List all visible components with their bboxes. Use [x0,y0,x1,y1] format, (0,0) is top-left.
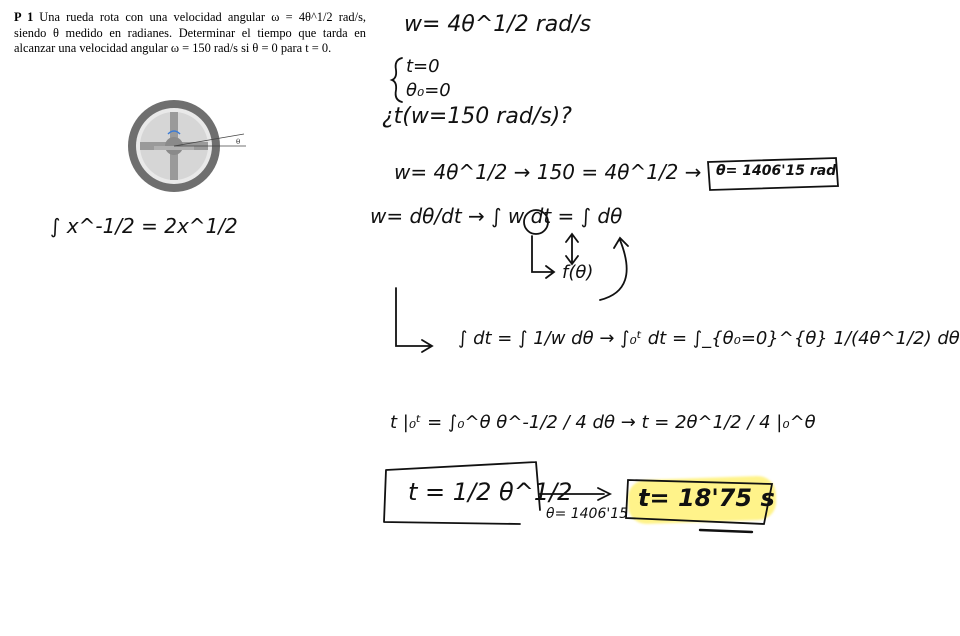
svg-text:θ: θ [236,138,241,146]
problem-number: P 1 [14,10,34,24]
note-definition: w= dθ/dt → ∫ w dt = ∫ dθ [370,204,623,228]
note-f-theta: f(θ) [562,262,594,283]
note-theta-result: θ= 1406'15 rad [716,163,837,179]
note-cond-theta: θ₀=0 [406,80,451,101]
note-given: w= 4θ^1/2 rad/s [404,12,592,37]
note-side-integral: ∫ x^-1/2 = 2x^1/2 [50,214,238,238]
problem-text: Una rueda rota con una velocidad angular ω = 4θ^1/2 rad/s, siendo θ medido en radianes. Determinar el tiempo que tarda en alcanzar una velocidad angular ω = 150 rad/s si θ = 0 para t = 0. [14,10,366,56]
note-question: ¿t(w=150 rad/s)? [382,104,572,129]
note-substitution: θ= 1406'15 [546,506,629,522]
note-final-answer: t= 18'75 s [638,484,775,512]
note-step1: w= 4θ^1/2 → 150 = 4θ^1/2 → [394,160,702,184]
note-step2: ∫ dt = ∫ 1/w dθ → ∫₀ᵗ dt = ∫_{θ₀=0}^{θ} 1/(4θ^1/2) dθ [458,328,960,349]
note-boxed-result: t = 1/2 θ^1/2 [408,478,573,506]
note-step3: t |₀ᵗ = ∫₀^θ θ^-1/2 / 4 dθ → t = 2θ^1/2 / 4 |₀^θ [390,412,816,433]
note-cond-t: t=0 [406,56,440,77]
